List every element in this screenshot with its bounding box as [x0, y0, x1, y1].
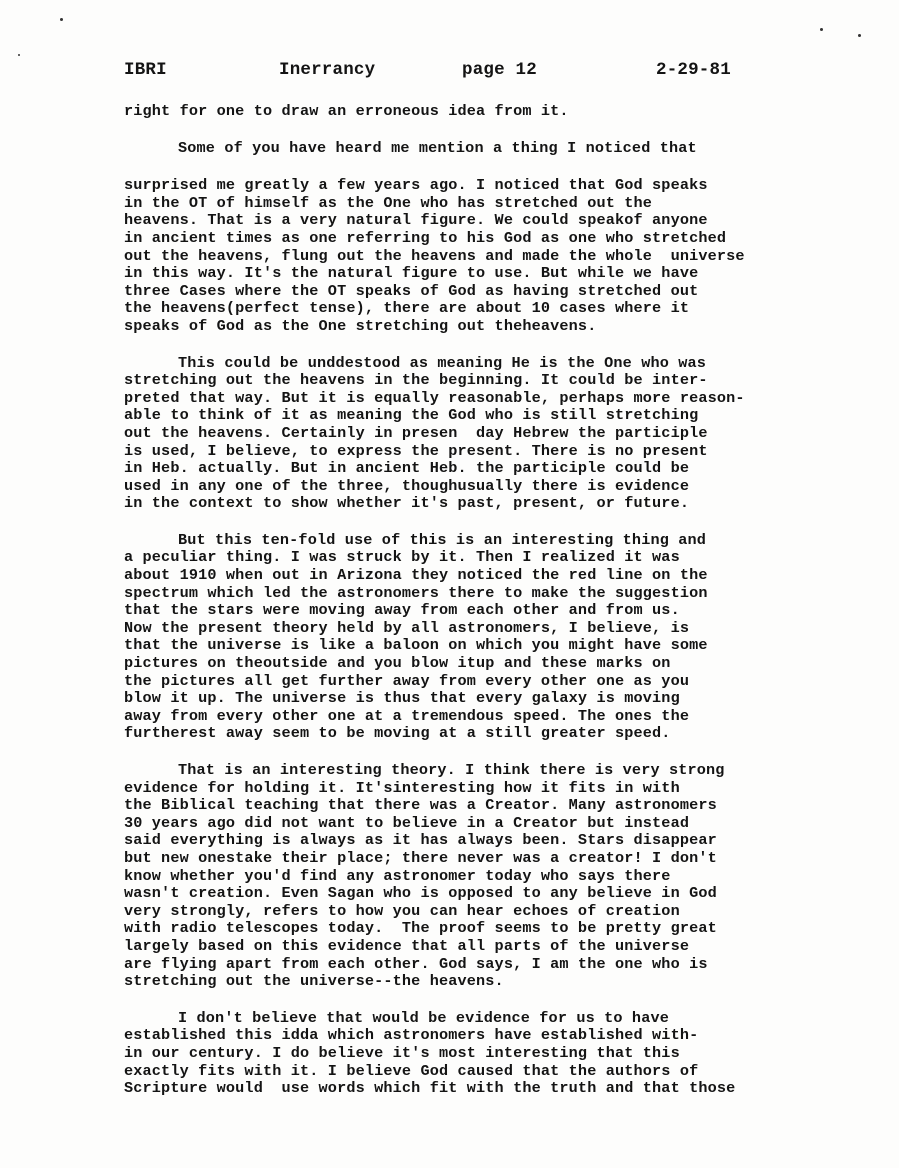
paragraph: [124, 177, 864, 335]
text-line: evidence for holding it. It'sinteresting how it fits in with: [124, 778, 680, 797]
text-line: about 1910 when out in Arizona they noticed the red line on the: [124, 566, 708, 585]
text-line: preted that way. But it is equally reasonable, perhaps more reason-: [124, 388, 745, 407]
text-line: right for one to draw an erroneous idea from it.: [124, 102, 569, 120]
text-line: away from every other one at a tremendous speed. The ones the: [124, 706, 690, 725]
document-body: [124, 103, 864, 1117]
paragraph: [124, 355, 864, 513]
text-line: out the heavens. Certainly in presen day Hebrew the participle: [124, 423, 708, 442]
page-header: [124, 60, 784, 82]
scan-speck: [858, 34, 861, 37]
text-line: 30 years ago did not want to believe in a Creator but instead: [124, 813, 690, 832]
header-org: IBRI: [124, 60, 167, 80]
text-line: in Heb. actually. But in ancient Heb. the participle could be: [124, 459, 690, 478]
scan-speck: [60, 18, 63, 21]
header-date: 2-29-81: [656, 60, 731, 80]
text-line: furtherest away seem to be moving at a still greater speed.: [124, 724, 671, 743]
text-line: stretching out the heavens in the beginning. It could be inter-: [124, 371, 708, 390]
paragraph: [124, 532, 864, 743]
text-line: said everything is always as it has always been. Stars disappear: [124, 831, 717, 850]
text-line: in this way. It's the natural figure to use. But while we have: [124, 264, 699, 283]
text-line: but new onestake their place; there never was a creator! I don't: [124, 848, 717, 867]
text-line: in our century. I do believe it's most interesting that this: [124, 1043, 680, 1062]
paragraph: [124, 103, 864, 121]
text-line: Scripture would use words which fit with the truth and that those: [124, 1079, 736, 1098]
text-line: is used, I believe, to express the present. There is no present: [124, 441, 708, 460]
text-line: speaks of God as the One stretching out theheavens.: [124, 316, 597, 335]
text-line: I don't believe that would be evidence for us to have: [178, 1008, 669, 1027]
text-line: blow it up. The universe is thus that every galaxy is moving: [124, 689, 680, 708]
text-line: used in any one of the three, thoughusually there is evidence: [124, 476, 690, 495]
paragraph: [124, 1010, 864, 1098]
text-line: the heavens(perfect tense), there are about 10 cases where it: [124, 299, 690, 318]
text-line: three Cases where the OT speaks of God as having stretched out: [124, 281, 699, 300]
text-line: with radio telescopes today. The proof seems to be pretty great: [124, 919, 717, 938]
text-line: in ancient times as one referring to his God as one who stretched: [124, 228, 727, 247]
paragraph: [124, 762, 864, 991]
text-line: heavens. That is a very natural figure. We could speakof anyone: [124, 211, 708, 230]
text-line: in the context to show whether it's past, present, or future.: [124, 494, 690, 513]
text-line: wasn't creation. Even Sagan who is opposed to any believe in God: [124, 884, 717, 903]
text-line: pictures on theoutside and you blow itup and these marks on: [124, 654, 671, 673]
text-line: are flying apart from each other. God says, I am the one who is: [124, 954, 708, 973]
text-line: This could be unddestood as meaning He is the One who was: [178, 353, 707, 372]
text-line: able to think of it as meaning the God who is still stretching: [124, 406, 699, 425]
text-line: But this ten-fold use of this is an interesting thing and: [178, 530, 707, 549]
text-line: a peculiar thing. I was struck by it. Then I realized it was: [124, 548, 680, 567]
text-line: surprised me greatly a few years ago. I noticed that God speaks: [124, 176, 708, 195]
text-line: the Biblical teaching that there was a Creator. Many astronomers: [124, 796, 717, 815]
text-line: That is an interesting theory. I think there is very strong: [178, 761, 725, 779]
text-line: largely based on this evidence that all parts of the universe: [124, 936, 690, 955]
text-line: Now the present theory held by all astronomers, I believe, is: [124, 618, 690, 637]
text-line: the pictures all get further away from every other one as you: [124, 671, 690, 690]
text-line: exactly fits with it. I believe God caused that the authors of: [124, 1061, 699, 1080]
text-line: spectrum which led the astronomers there to make the suggestion: [124, 583, 708, 602]
scan-speck: [820, 28, 823, 31]
header-page-number: page 12: [462, 60, 537, 80]
text-line: that the stars were moving away from each other and from us.: [124, 601, 680, 620]
text-line: Some of you have heard me mention a thing I noticed that: [178, 138, 697, 157]
text-line: established this idda which astronomers have established with-: [124, 1026, 699, 1045]
text-line: stretching out the universe--the heavens.: [124, 972, 504, 991]
header-title: Inerrancy: [279, 60, 376, 80]
scan-speck: [18, 54, 20, 56]
text-line: in the OT of himself as the One who has stretched out the: [124, 193, 653, 212]
paragraph: [124, 140, 864, 158]
text-line: very strongly, refers to how you can hear echoes of creation: [124, 901, 680, 920]
text-line: that the universe is like a baloon on which you might have some: [124, 636, 708, 655]
text-line: out the heavens, flung out the heavens and made the whole universe: [124, 246, 745, 265]
text-line: know whether you'd find any astronomer today who says there: [124, 866, 671, 885]
